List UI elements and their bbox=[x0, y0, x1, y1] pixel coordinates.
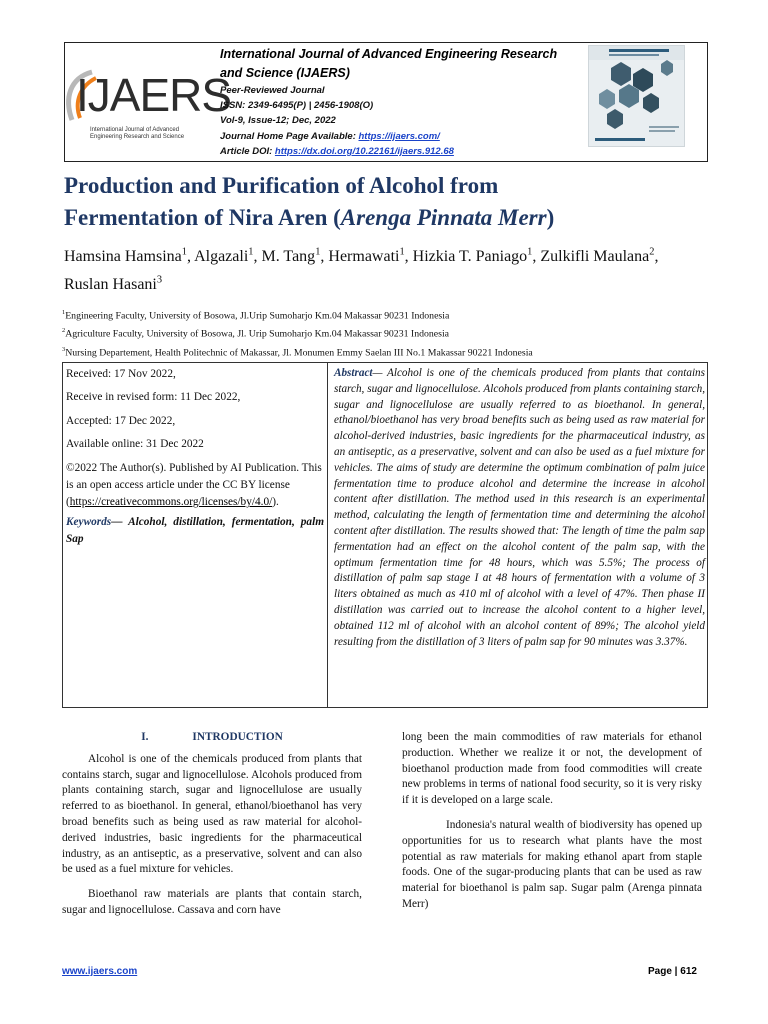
author: Algazali$^1$, bbox=[194, 247, 262, 266]
author: Hamsina Hamsina$^1$, bbox=[64, 247, 195, 266]
author: Zulkifli Maulana$^2$, bbox=[540, 247, 659, 266]
paragraph: Bioethanol raw materials are plants that contain starch, sugar and lignocellulose. Cassava and corn have bbox=[62, 888, 362, 916]
article-info bbox=[66, 366, 324, 549]
footer-site-link[interactable]: www.ijaers.com bbox=[62, 966, 138, 977]
abstract-text: — Alcohol is one of the chemicals produced from plants that contains starch, sugar and lignocellulose. Alcohols produced from plants containing starch, sugar and lignocellulose are usually referred to as bioethanol. In general, ethanol/bioethanol has very broad benefits such as being used as raw material for alcohol-derived industries, basic ingredients for the pharmaceutical industry, as an antiseptic, as a preservative, solvent and can also be used as a fuel mixture for vehicles. The aims of study are determine the optimum combination of palm juice fermentation time to produce alcohol and determine the increase in alcohol content after distillation. The method used in this research is an experimental method, calculating the length of fermentation time and determining the alcohol content after distillation. The results showed that: The length of time the palm sap fermentation had an effect on the alcohol content of the palm sap, with the optimum fermentation time for 48 hours, which was 5.5%; The process of distillation of palm sap stage I at 48 hours of fermentation with a volume of 3 liters obtained as much as 410 ml of alcohol with a level of 47%. Then phase II distillation was carried out to increase the alcohol content to a higher level, obtained 112 ml of alcohol with an alcohol content of 89%; The alcohol yield resulting from the distillation of 3 liters of palm sap for 90 minutes was 3.37%. bbox=[334, 367, 705, 648]
logo-subtitle: International Journal of Advanced Engineering Research and Science bbox=[90, 127, 185, 140]
issn: ISSN: 2349-6495(P) | 2456-1908(O) bbox=[220, 100, 374, 112]
copyright-notice: ©2022 The Author(s). Published by AI Publication. This is an open access article under the CC BY license bbox=[66, 461, 322, 492]
paragraph: long been the main commodities of raw materials for ethanol production. Whether we realize it or not, the development of bioethanol production made from food commodities will create new problems in terms of national food security, so it is very risky if it is developed on a large scale. bbox=[402, 731, 702, 807]
affiliation: $^1$Engineering Faculty, University of Bosowa, Jl.Urip Sumoharjo Km.04 Makassar 90231 Indonesia bbox=[62, 309, 450, 322]
author: Hizkia T. Paniago$^1$, bbox=[412, 247, 541, 266]
doi-line: Article DOI: https://dx.doi.org/10.22161/ijaers.912.68 bbox=[220, 145, 454, 157]
author-list bbox=[64, 241, 704, 296]
affiliation: $^3$Nursing Departement, Health Politechnic of Makassar, Jl. Monumen Emmy Saelan III No.1 Makassar 90221 Indonesia bbox=[62, 345, 533, 358]
paragraph: Indonesia's natural wealth of biodiversity has opened up opportunities for us to research what plants have the most potential as raw materials for making ethanol apart from staple foods. One of the sugar-producing plants that can be used as raw material for bioethanol is palm sap. Sugar palm (Arenga pinnata Merr) bbox=[402, 818, 702, 910]
license-link[interactable]: https://creativecommons.org/licenses/by/4.0/ bbox=[69, 496, 273, 509]
revised-date: Receive in revised form: 11 Dec 2022, bbox=[66, 391, 241, 404]
paragraph: Alcohol is one of the chemicals produced from plants that contains starch, sugar and lignocellulose. Alcohols produced from plants containing starch, sugar and lignocellulose are usually referred to as bioethanol. In general, ethanol/bioethanol has very broad benefits such as being used as raw material for alcohol-derived industries, basic ingredients for the pharmaceutical industry, as an antiseptic, as a preservative, solvent and can also be used as a fuel mixture for vehicles. bbox=[62, 752, 362, 876]
affiliations bbox=[62, 305, 533, 360]
journal-info bbox=[220, 45, 560, 159]
intro-column-right bbox=[402, 730, 702, 913]
logo-text: IJAERS bbox=[76, 69, 232, 121]
abstract-label: Abstract bbox=[334, 367, 373, 379]
doi-link[interactable]: https://dx.doi.org/10.22161/ijaers.912.68 bbox=[274, 145, 454, 157]
volume-issue: Vol-9, Issue-12; Dec, 2022 bbox=[220, 115, 336, 127]
page-number: Page | 612 bbox=[648, 966, 697, 977]
affiliation: $^2$Agriculture Faculty, University of Bosowa, Jl. Urip Sumoharjo Km.04 Makassar 90231 Indonesia bbox=[62, 327, 450, 340]
section-heading: I. INTRODUCTION bbox=[141, 731, 283, 743]
author: Ruslan Hasani$^3$ bbox=[64, 274, 163, 293]
accepted-date: Accepted: 17 Dec 2022, bbox=[66, 414, 176, 427]
keywords: Keywords— Alcohol, distillation, fermentation, palm Sap bbox=[66, 515, 324, 546]
received-date: Received: 17 Nov 2022, bbox=[66, 368, 176, 380]
journal-title-2: and Science (IJAERS) bbox=[220, 66, 350, 80]
abstract bbox=[334, 366, 705, 650]
journal-title: International Journal of Advanced Engineering Research bbox=[220, 47, 558, 61]
license-line: (https://creativecommons.org/licenses/by/4.0/). bbox=[66, 496, 279, 509]
journal-cover-thumbnail bbox=[588, 45, 685, 147]
author: Hermawati$^1$, bbox=[328, 247, 413, 266]
homepage-line: Journal Home Page Available: https://ijaers.com/ bbox=[220, 130, 440, 142]
online-date: Available online: 31 Dec 2022 bbox=[66, 438, 204, 451]
peer-reviewed: Peer-Reviewed Journal bbox=[220, 85, 325, 96]
homepage-link[interactable]: https://ijaers.com/ bbox=[358, 130, 440, 142]
journal-logo bbox=[66, 69, 232, 142]
author: M. Tang$^1$, bbox=[261, 247, 329, 266]
cover-hexagons-icon bbox=[589, 46, 685, 147]
paper-title: Production and Purification of Alcohol from Fermentation of Nira Aren (Arenga Pinnata Merr) bbox=[64, 173, 555, 230]
info-divider bbox=[327, 362, 328, 708]
intro-column-left bbox=[62, 730, 362, 919]
